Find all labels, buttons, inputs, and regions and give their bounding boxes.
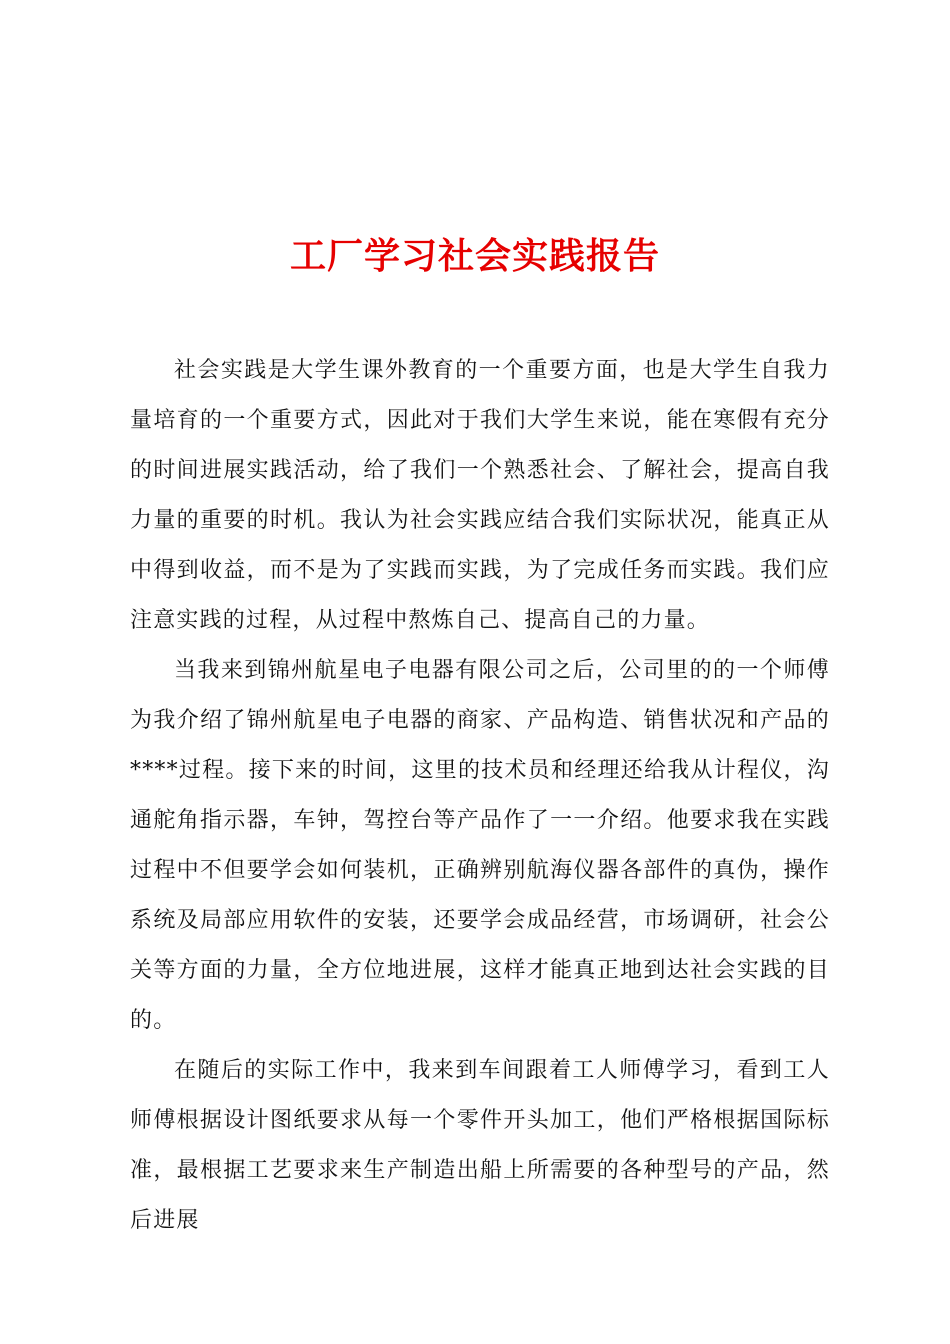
paragraph-3: 在随后的实际工作中，我来到车间跟着工人师傅学习，看到工人师傅根据设计图纸要求从每一个零件开头加工，他们严格根据国际标准，最根据工艺要求来生产制造出船上所需要的各种型号的产品，然后进展 (130, 1058, 830, 1233)
document-title: 工厂学习社会实践报告 (289, 235, 660, 278)
document-body (130, 346, 830, 1246)
paragraph-2: 当我来到锦州航星电子电器有限公司之后，公司里的的一个师傅为我介绍了锦州航星电子电器的商家、产品构造、销售状况和产品的****过程。接下来的时间，这里的技术员和经理还给我从计程仪，沟通舵角指示器，车钟，驾控台等产品作了一一介绍。他要求我在实践过程中不但要学会如何装机，正确辨别航海仪器各部件的真伪，操作系统及局部应用软件的安装，还要学会成品经营，市场调研，社会公关等方面的力量，全方位地进展，这样才能真正地到达社会实践的目的。 (130, 658, 830, 1033)
paragraph-1: 社会实践是大学生课外教育的一个重要方面，也是大学生自我力量培育的一个重要方式，因此对于我们大学生来说，能在寒假有充分的时间进展实践活动，给了我们一个熟悉社会、了解社会，提高自我力量的重要的时机。我认为社会实践应结合我们实际状况，能真正从中得到收益，而不是为了实践而实践，为了完成任务而实践。我们应注意实践的过程，从过程中熬炼自己、提高自己的力量。 (130, 358, 830, 633)
